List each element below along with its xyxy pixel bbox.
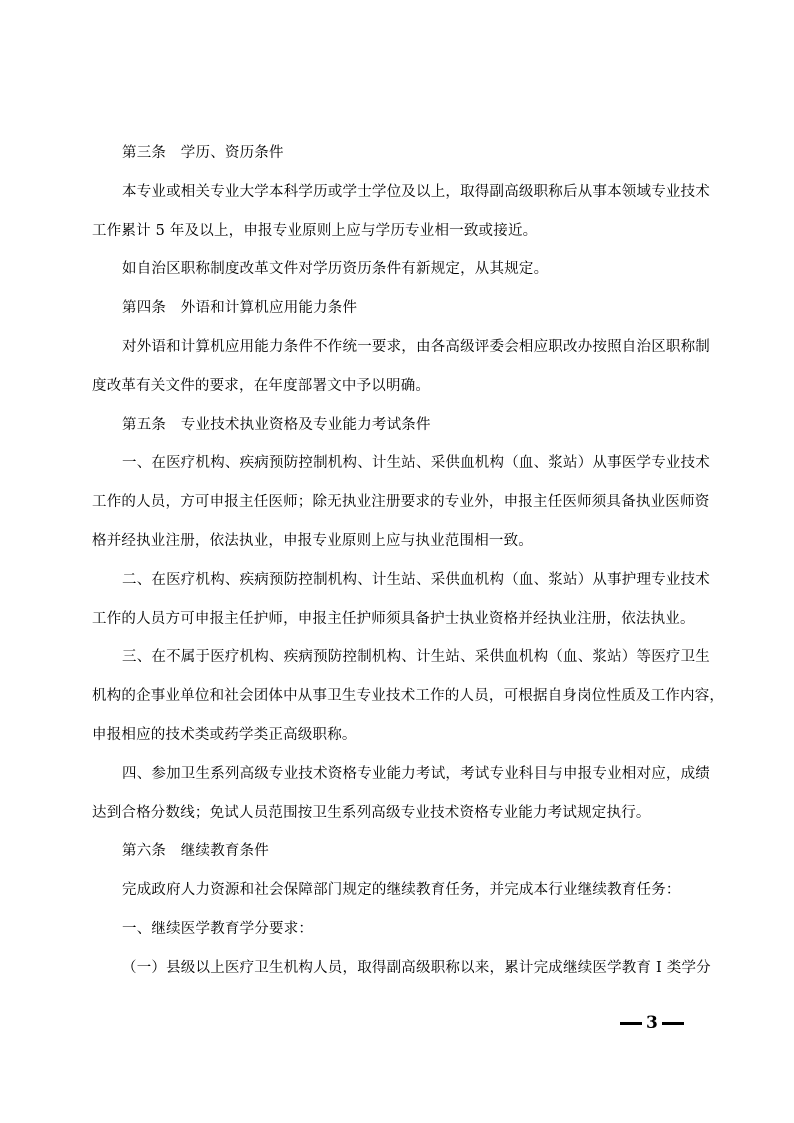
paragraph-line: 一、继续医学教育学分要求：	[122, 920, 314, 937]
page-number	[620, 1008, 700, 1038]
article-3-heading: 第三条 学历、资历条件	[122, 145, 284, 161]
paragraph-line: 对外语和计算机应用能力条件不作统一要求，由各高级评委会相应职改办按照自治区职称制	[122, 338, 710, 355]
document-body	[92, 140, 725, 994]
paragraph-line: 四、参加卫生系列高级专业技术资格专业能力考试，考试专业科目与申报专业相对应，成绩	[122, 765, 710, 782]
page-number-right-dash	[662, 1022, 684, 1025]
article-4-heading: 第四条 外语和计算机应用能力条件	[122, 300, 358, 317]
paragraph-line: 工作累计 5 年及以上，申报专业原则上应与学历专业相一致或接近。	[92, 222, 538, 239]
paragraph-line: 一、在医疗机构、疾病预防控制机构、计生站、采供血机构（血、浆站）从事医学专业技术	[122, 455, 710, 472]
paragraph-line: 申报相应的技术类或药学类正高级职称。	[92, 726, 357, 743]
paragraph-line: 达到合格分数线；免试人员范围按卫生系列高级专业技术资格专业能力考试规定执行。	[92, 804, 651, 821]
page-number-left-dash	[620, 1022, 642, 1025]
paragraph-line: 二、在医疗机构、疾病预防控制机构、计生站、采供血机构（血、浆站）从事护理专业技术	[122, 571, 710, 588]
article-5-heading: 第五条 专业技术执业资格及专业能力考试条件	[122, 416, 431, 433]
paragraph-line: 格并经执业注册，依法执业，申报专业原则上应与执业范围相一致。	[92, 532, 533, 549]
page-number-text: 3	[646, 1013, 658, 1033]
article-6-heading: 第六条 继续教育条件	[122, 843, 269, 860]
paragraph-line: 完成政府人力资源和社会保障部门规定的继续教育任务，并完成本行业继续教育任务：	[122, 882, 681, 899]
paragraph-line: 如自治区职称制度改革文件对学历资历条件有新规定，从其规定。	[122, 261, 549, 278]
paragraph-line: 工作的人员，方可申报主任医师；除无执业注册要求的专业外，申报主任医师须具备执业医师资	[92, 494, 710, 511]
paragraph-line: 工作的人员方可申报主任护师，申报主任护师须具备护士执业资格并经执业注册，依法执业。	[92, 610, 695, 627]
paragraph-line: 三、在不属于医疗机构、疾病预防控制机构、计生站、采供血机构（血、浆站）等医疗卫生	[122, 649, 710, 666]
paragraph-line: 机构的企事业单位和社会团体中从事卫生专业技术工作的人员，可根据自身岗位性质及工作内容，	[92, 688, 725, 705]
paragraph-line: 本专业或相关专业大学本科学历或学士学位及以上，取得副高级职称后从事本领域专业技术	[122, 183, 710, 200]
paragraph-line: 度改革有关文件的要求，在年度部署文中予以明确。	[92, 377, 431, 394]
paragraph-line: （一）县级以上医疗卫生机构人员，取得副高级职称以来，累计完成继续医学教育 I 类学分	[122, 959, 711, 976]
